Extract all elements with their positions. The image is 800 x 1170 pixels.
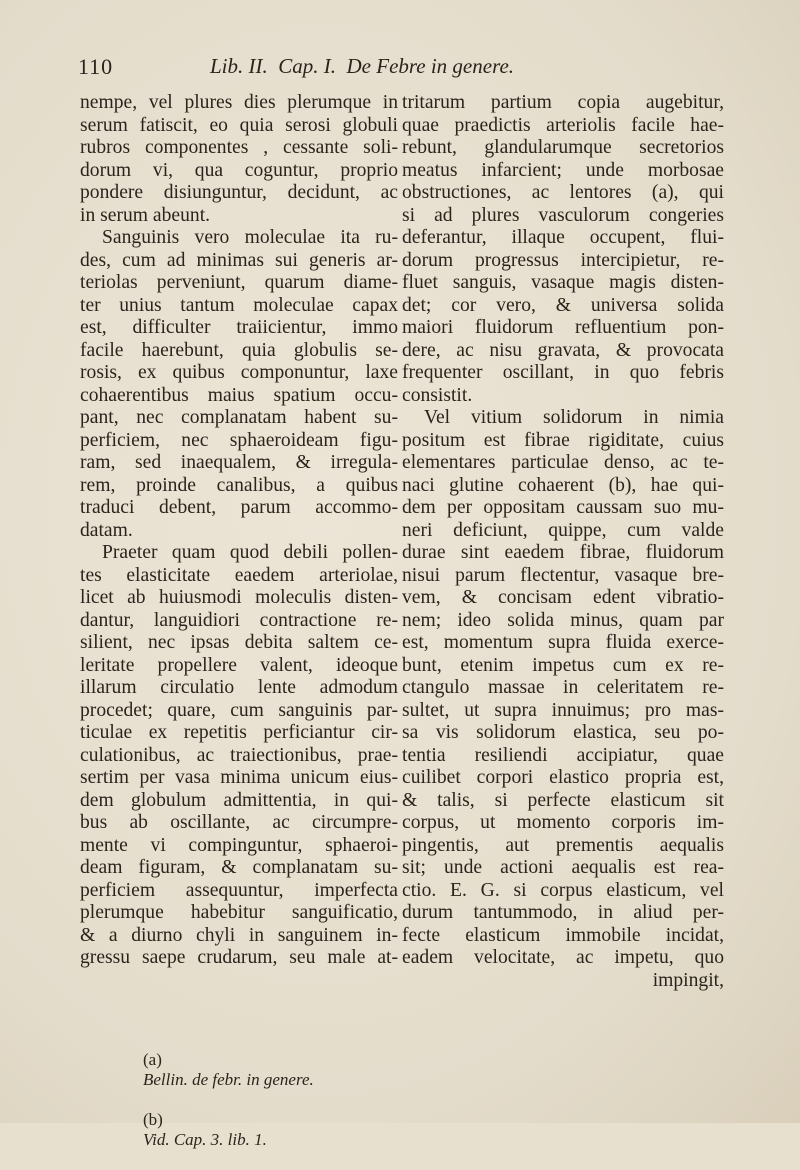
text-line: Vel vitium solidorum in nimia (424, 407, 724, 428)
text-line: eadem velocitate, ac impetu, quo (402, 947, 724, 968)
text-line: ctangulo massae in celeritatem re- (402, 677, 724, 698)
text-line: rem, proinde canalibus, a quibus (80, 474, 398, 496)
text-line: est, momentum supra fluida exerce- (402, 632, 724, 653)
text-line: rubros componentes , cessante soli- (80, 137, 398, 158)
text-line: naci glutine cohaerent (b), hae qui- (402, 474, 724, 496)
text-line: frequenter oscillant, in quo febris (402, 362, 724, 383)
text-line: impingit, (652, 969, 724, 991)
text-line: & a diurno chyli in sanguinem in- (80, 924, 398, 946)
text-line: deferantur, illaque occupent, flui- (402, 227, 724, 248)
text-line: quae praedictis arteriolis facile hae- (402, 114, 724, 136)
text-line: tritarum partium copia augebitur, (402, 92, 724, 113)
text-line: pondere disiunguntur, decidunt, ac (80, 182, 398, 203)
text-line: des, cum ad minimas sui generis ar- (80, 249, 398, 271)
text-line: corpus, ut momento corporis im- (402, 812, 724, 833)
text-line: ter unius tantum moleculae capax (80, 294, 398, 316)
footnote-a-text: Bellin. de febr. in genere. (143, 1070, 314, 1089)
running-title: Lib. II. Cap. I. De Febre in genere. (210, 54, 515, 78)
text-line: tentia resiliendi accipiatur, quae (402, 744, 724, 766)
text-line: dantur, languidiori contractione re- (80, 609, 398, 631)
text-line: nem; ideo solida minus, quam par (402, 609, 724, 631)
text-line: obstructiones, ac lentores (a), qui (402, 182, 724, 203)
text-line: cuilibet corpori elastico propria est, (402, 767, 724, 788)
text-line: cohaerentibus maius spatium occu- (80, 384, 398, 406)
text-line: meatus infarcient; unde morbosae (402, 159, 724, 181)
text-line: datam. (80, 519, 133, 541)
text-line: sertim per vasa minima unicum eius- (80, 767, 398, 788)
running-head (78, 50, 728, 86)
text-line: Praeter quam quod debili pollen- (102, 542, 398, 563)
text-line: procedet; quare, cum sanguinis par- (80, 699, 398, 721)
text-line: serum fatiscit, eo quia serosi globuli (80, 114, 398, 136)
footnote-a-mark: (a) (143, 1050, 162, 1069)
text-line: illarum circulatio lente admodum (80, 677, 398, 698)
text-line: nisui parum flectentur, vasaque bre- (402, 564, 724, 586)
footnote-b-text: Vid. Cap. 3. lib. 1. (143, 1130, 267, 1149)
text-line: dorum vi, qua coguntur, proprio (80, 159, 398, 181)
text-line: rebunt, glandularumque secretorios (402, 137, 724, 158)
text-line: fluet sanguis, vasaque magis disten- (402, 272, 724, 293)
text-line: si ad plures vasculorum congeries (402, 204, 724, 226)
text-line: licet ab huiusmodi moleculis disten- (80, 587, 398, 608)
text-line: ticulae ex repetitis perficiantur cir- (80, 722, 398, 743)
text-line: tes elasticitate eaedem arteriolae, (80, 564, 398, 586)
text-line: fecte elasticum immobile incidat, (402, 924, 724, 946)
text-line: vem, & concisam edent vibratio- (402, 587, 724, 608)
page-number: 110 (78, 54, 114, 79)
text-line: dorum progressus intercipietur, re- (402, 249, 724, 271)
text-line: facile haerebunt, quia globulis se- (80, 339, 398, 361)
left-text-column (80, 92, 398, 970)
text-line: in serum abeunt. (80, 204, 211, 226)
text-line: elementares particulae denso, ac te- (402, 452, 724, 473)
right-text-column (402, 92, 724, 992)
text-line: bunt, etenim impetus cum ex re- (402, 654, 724, 676)
text-line: pant, nec complanatam habent su- (80, 407, 398, 428)
text-line: dere, ac nisu gravata, & provocata (402, 339, 724, 361)
text-line: bus ab oscillante, ac circumpre- (80, 812, 398, 833)
text-line: sultet, ut supra innuimus; pro mas- (402, 699, 724, 721)
footnote-b-mark: (b) (143, 1110, 163, 1129)
text-line: Sanguinis vero moleculae ita ru- (102, 227, 398, 248)
text-line: teriolas perveniunt, quarum diame- (80, 272, 398, 293)
text-line: maiori fluidorum refluentium pon- (402, 317, 724, 338)
text-line: ctio. E. G. si corpus elasticum, vel (402, 879, 724, 901)
text-line: nempe, vel plures dies plerumque in (80, 92, 398, 113)
text-line: plerumque habebitur sanguificatio, (80, 902, 398, 923)
text-line: sit; unde actioni aequalis est rea- (402, 857, 724, 878)
text-line: dem globulum admittentia, in qui- (80, 789, 398, 811)
text-line: est, difficulter traiicientur, immo (80, 317, 398, 338)
text-line: & talis, si perfecte elasticum sit (402, 789, 724, 811)
text-line: culationibus, ac traiectionibus, prae- (80, 744, 398, 766)
footnotes (126, 1030, 686, 1170)
text-line: perficiem, nec sphaeroideam figu- (80, 429, 398, 451)
text-line: gressu saepe crudarum, seu male at- (80, 947, 398, 968)
text-line: dem per oppositam caussam suo mu- (402, 497, 724, 518)
text-line: consistit. (402, 384, 473, 406)
text-line: det; cor vero, & universa solida (402, 294, 724, 316)
text-line: pingentis, aut prementis aequalis (402, 834, 724, 856)
text-line: rosis, ex quibus componuntur, laxe (80, 362, 398, 383)
text-line: durae sint eaedem fibrae, fluidorum (402, 542, 724, 563)
text-line: sa vis solidorum elastica, seu po- (402, 722, 724, 743)
text-line: mente vi compinguntur, sphaeroi- (80, 834, 398, 856)
text-line: neri deficiunt, quippe, cum valde (402, 519, 724, 541)
text-line: deam figuram, & complanatam su- (80, 857, 398, 878)
text-line: leritate propellere valent, ideoque (80, 654, 398, 676)
text-line: silient, nec ipsas debita saltem ce- (80, 632, 398, 653)
text-line: ram, sed inaequalem, & irregula- (80, 452, 398, 473)
text-line: traduci debent, parum accommo- (80, 497, 398, 518)
text-line: perficiem assequuntur, imperfecta (80, 879, 398, 901)
text-line: positum est fibrae rigiditate, cuius (402, 429, 724, 451)
text-line: durum tantummodo, in aliud per- (402, 902, 724, 923)
